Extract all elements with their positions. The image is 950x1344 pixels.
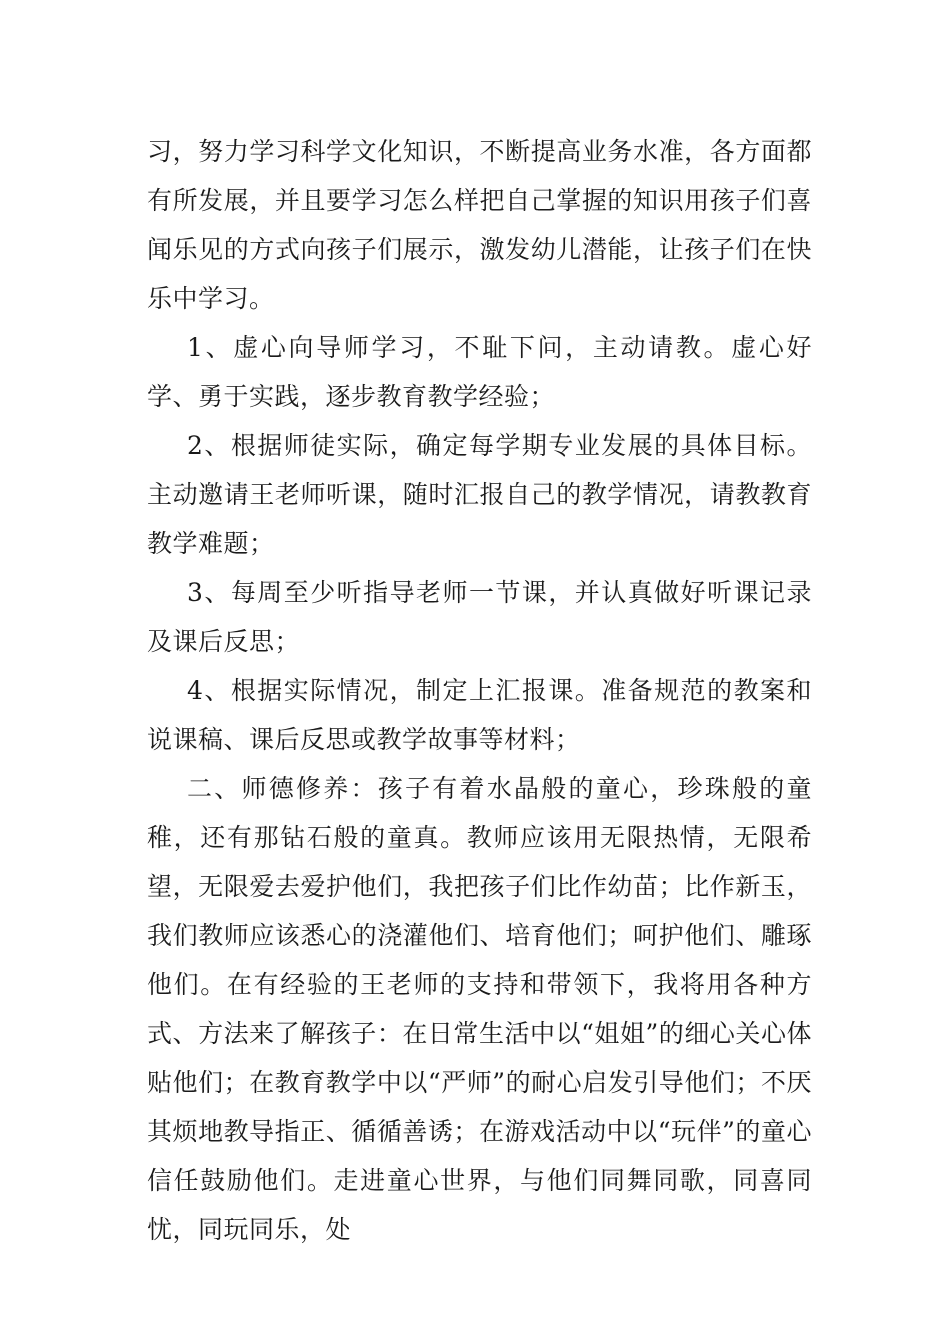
paragraph-6: 二、师德修养：孩子有着水晶般的童心，珍珠般的童稚，还有那钻石般的童真。教师应该用无限热情，无限希望，无限爱去爱护他们，我把孩子们比作幼苗；比作新玉，我们教师应该悉心的浇灌他们、培育他们；呵护他们、雕琢他们。在有经验的王老师的支持和带领下，我将用各种方式、方法来了解孩子：在日常生活中以“姐姐”的细心关心体贴他们；在教育教学中以“严师”的耐心启发引导他们；不厌其烦地教导指正、循循善诱；在游戏活动中以“玩伴”的童心信任鼓励他们。走进童心世界，与他们同舞同歌，同喜同忧，同玩同乐，处 xyxy=(147,774,812,1244)
paragraph-3: 2、根据师徒实际，确定每学期专业发展的具体目标。主动邀请王老师听课，随时汇报自己的教学情况，请教教育教学难题； xyxy=(147,431,812,558)
paragraph-4: 3、每周至少听指导老师一节课，并认真做好听课记录及课后反思； xyxy=(147,578,812,656)
paragraph-5: 4、根据实际情况，制定上汇报课。准备规范的教案和说课稿、课后反思或教学故事等材料； xyxy=(147,676,812,754)
paragraph-1: 习，努力学习科学文化知识，不断提高业务水准，各方面都有所发展，并且要学习怎么样把自己掌握的知识用孩子们喜闻乐见的方式向孩子们展示，激发幼儿潜能，让孩子们在快乐中学习。 xyxy=(147,137,812,313)
document-body xyxy=(147,127,812,1254)
paragraph-2: 1、虚心向导师学习，不耻下问，主动请教。虚心好学、勇于实践，逐步教育教学经验； xyxy=(147,333,812,411)
